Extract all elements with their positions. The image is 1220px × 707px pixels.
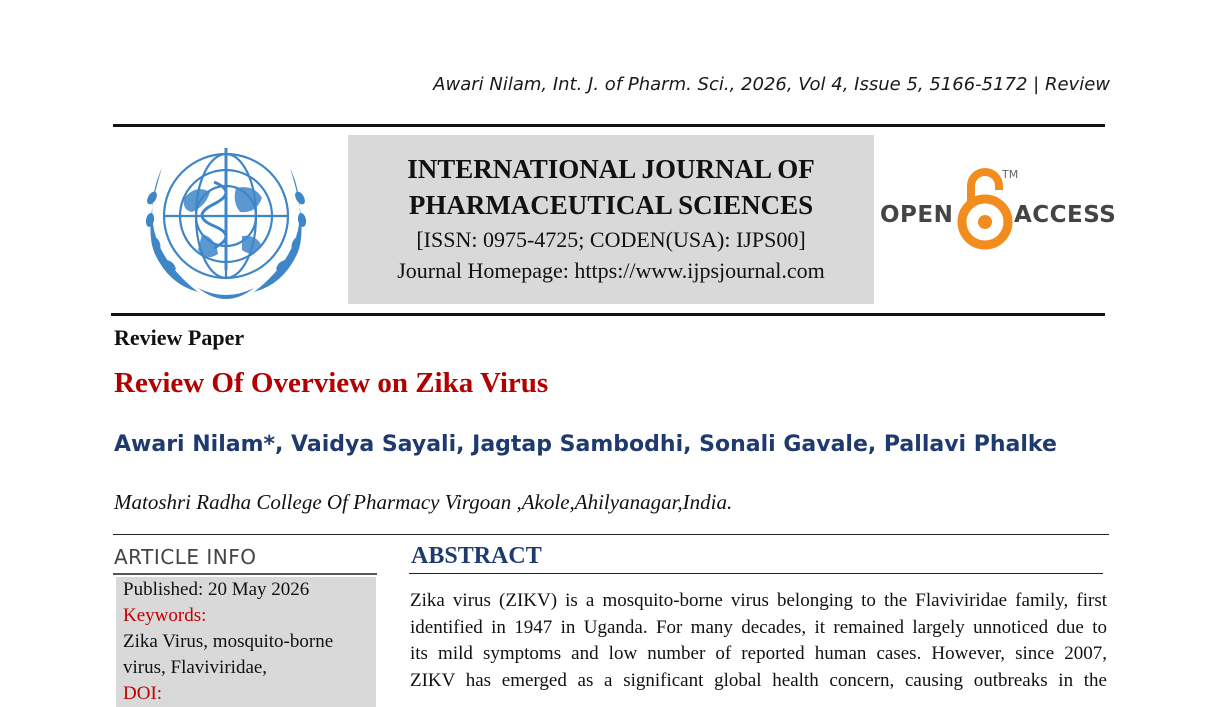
open-lock-icon	[954, 164, 1019, 254]
abstract-body	[410, 588, 1107, 694]
journal-issn: [ISSN: 0975-4725; CODEN(USA): IJPS00]	[416, 227, 806, 252]
abstract-heading: ABSTRACT	[411, 543, 542, 569]
open-access-access-text: ACCESS	[1014, 202, 1117, 228]
open-access-tm: TM	[1002, 168, 1019, 181]
masthead-top-rule	[113, 124, 1105, 127]
article-info-box	[116, 577, 376, 707]
abstract-line: ZIKV has emerged as a significant global health concern, causing outbreaks in the	[410, 669, 1107, 691]
section-divider	[113, 534, 1109, 535]
paper-authors: Awari Nilam*, Vaidya Sayali, Jagtap Sambodhi, Sonali Gavale, Pallavi Phalke	[114, 432, 1057, 457]
paper-type: Review Paper	[114, 325, 245, 350]
paper-title: Review Of Overview on Zika Virus	[114, 367, 549, 399]
journal-masthead	[348, 135, 874, 304]
article-info-heading: ARTICLE INFO	[114, 545, 257, 569]
keywords-label: Keywords:	[123, 605, 207, 626]
open-access-open-text: OPEN	[880, 202, 954, 228]
keywords-line-2: virus, Flaviviridae,	[123, 657, 268, 678]
abstract-line: its mild symptoms and low number of reported human cases. However, since 2007,	[410, 643, 1107, 664]
journal-homepage: Journal Homepage: https://www.ijpsjournal.com	[397, 258, 825, 283]
open-access-logo	[880, 164, 1117, 254]
article-info-rule	[113, 573, 377, 575]
un-emblem-icon	[126, 138, 326, 308]
masthead-bottom-rule	[111, 313, 1105, 316]
doi-label: DOI:	[123, 683, 163, 704]
published-date: Published: 20 May 2026	[123, 579, 310, 600]
journal-title-line2: PHARMACEUTICAL SCIENCES	[408, 190, 814, 220]
abstract-rule	[409, 573, 1103, 574]
keywords-line-1: Zika Virus, mosquito-borne	[123, 631, 334, 652]
journal-title-line1: INTERNATIONAL JOURNAL OF	[407, 154, 815, 184]
abstract-line: Zika virus (ZIKV) is a mosquito-borne virus belonging to the Flaviviridae family, first	[410, 590, 1107, 611]
abstract-line: identified in 1947 in Uganda. For many decades, it remained largely unnoticed due to	[410, 616, 1107, 638]
paper-affiliation: Matoshri Radha College Of Pharmacy Virgoan ,Akole,Ahilyanagar,India.	[114, 490, 733, 514]
running-head: Awari Nilam, Int. J. of Pharm. Sci., 2026, Vol 4, Issue 5, 5166-5172 | Review	[433, 74, 1110, 95]
